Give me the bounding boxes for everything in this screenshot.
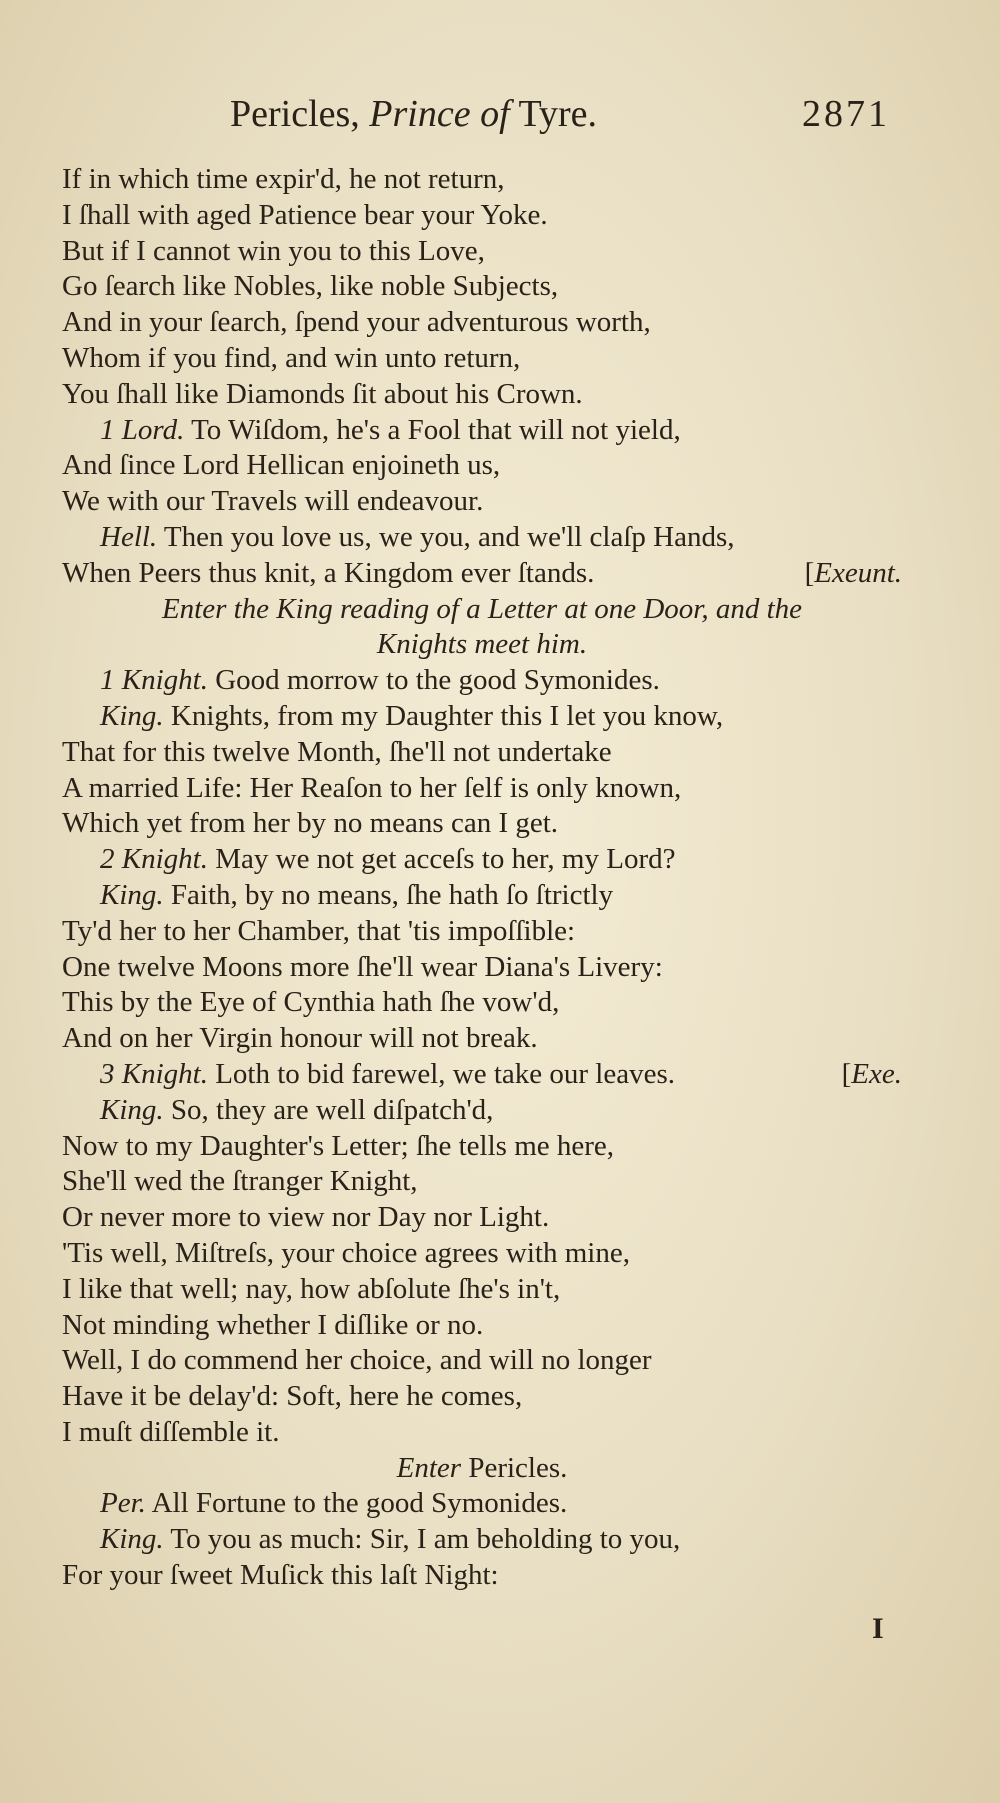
speech-line [62,663,902,699]
line-text: That for this twelve Month, ſhe'll not undertake [62,735,612,768]
speaker-name: 1 Knight. [100,664,208,697]
line-text: Have it be delay'd: Soft, here he comes, [62,1380,523,1413]
verse-line [62,234,902,270]
verse-line [62,1272,902,1308]
verse-line [62,950,902,986]
verse-line [62,269,902,305]
exit-direction: [Exeunt. [804,556,902,589]
line-text: You ſhall like Diamonds ſit about his Crown. [62,377,583,410]
verse-line [62,377,902,413]
speech-line [62,520,902,556]
direction-text: Enter [396,1451,462,1484]
line-text: Knights, from my Daughter this I let you know, [163,699,724,732]
line-text: Well, I do commend her choice, and will no longer [62,1344,652,1377]
verse-line [62,305,902,341]
verse-line [62,1164,902,1200]
line-text: To Wiſdom, he's a Fool that will not yield, [184,413,681,446]
verse-line [62,1343,902,1379]
verse-line [62,1021,902,1057]
verse-line [62,556,902,592]
verse-line [62,341,902,377]
verse-line [62,735,902,771]
verse-line [62,1129,902,1165]
line-text: Ty'd her to her Chamber, that 'tis impoſſible: [62,914,576,947]
line-text: This by the Eye of Cynthia hath ſhe vow'd, [62,986,560,1019]
verse-line [62,771,902,807]
line-text: For your ſweet Muſick this laſt Night: [62,1559,499,1592]
verse-line [62,806,902,842]
direction-text: Enter the King reading of a Letter at one Door, and the [161,592,803,625]
speech-line [62,699,902,735]
exit-text: Exeunt. [814,556,902,589]
running-title: Pericles, Prince of Tyre. [230,93,598,135]
verse-line [62,1308,902,1344]
verse-line [62,914,902,950]
verse-line [62,1236,902,1272]
line-text: We with our Travels will endeavour. [62,485,484,518]
exit-text: Exe. [851,1057,902,1090]
line-text: I like that well; nay, how abſolute ſhe's in't, [62,1272,561,1305]
line-text: I ſhall with aged Patience bear your Yoke. [62,198,548,231]
line-text: So, they are well diſpatch'd, [163,1093,494,1126]
speech-line [62,1486,902,1522]
speech-line [62,1522,902,1558]
line-text: And on her Virgin honour will not break. [62,1022,538,1055]
line-text: Or never more to view nor Day nor Light. [62,1201,550,1234]
speaker-name: King. [100,699,164,732]
line-text: Whom if you find, and win unto return, [62,341,521,374]
verse-line [62,1558,902,1594]
line-text: When Peers thus knit, a Kingdom ever ſtands. [62,556,595,589]
verse-line [62,484,902,520]
stage-direction [62,627,902,663]
verse-line [62,448,902,484]
speech-line [62,842,902,878]
line-text: And in your ſearch, ſpend your adventurous worth, [62,306,651,339]
speaker-name: King. [100,878,164,911]
line-text: May we not get acceſs to her, my Lord? [207,843,676,876]
stage-direction [62,1451,902,1487]
speech-line [62,1057,902,1093]
speaker-name: King. [100,1093,164,1126]
line-text: Go ſearch like Nobles, like noble Subjects, [62,270,559,303]
exit-direction: [Exe. [841,1057,902,1090]
line-text: One twelve Moons more ſhe'll wear Diana's Livery: [62,950,663,983]
line-text: If in which time expir'd, he not return, [62,163,505,195]
line-text: Which yet from her by no means can I get. [62,807,559,840]
verse-line [62,1200,902,1236]
verse-line [62,162,902,198]
speaker-name: King. [100,1523,164,1556]
speaker-name: 3 Knight. [100,1057,208,1090]
verse-line [62,1415,902,1451]
line-text: I muſt diſſemble it. [62,1415,280,1448]
running-header [230,92,890,142]
catchword: I [872,1612,884,1645]
stage-direction [62,592,902,628]
line-text: Faith, by no means, ſhe hath ſo ſtrictly [163,878,614,911]
speech-line [62,878,902,914]
line-text: Good morrow to the good Symonides. [207,664,660,697]
verse-line [62,985,902,1021]
line-text: Now to my Daughter's Letter; ſhe tells me here, [62,1129,615,1162]
speaker-name: 1 Lord. [100,413,185,446]
verse-line [62,198,902,234]
speech-line [62,413,902,449]
line-text: To you as much: Sir, I am beholding to you, [163,1523,681,1556]
speaker-name: 2 Knight. [100,843,208,876]
speaker-name: Per. [100,1487,146,1520]
line-text: And ſince Lord Hellican enjoineth us, [62,449,501,482]
page-number: 2871 [802,93,890,135]
line-text: But if I cannot win you to this Love, [62,234,485,267]
line-text: All Fortune to the good Symonides. [145,1487,568,1520]
line-text: A married Life: Her Reaſon to her ſelf is only known, [62,771,682,804]
line-text: Loth to bid farewel, we take our leaves. [207,1057,676,1090]
play-text [62,162,902,1594]
line-text: Then you love us, we you, and we'll claſp Hands, [157,520,735,553]
speech-line [62,1093,902,1129]
line-text: She'll wed the ſtranger Knight, [62,1165,418,1198]
speaker-name: Hell. [100,520,158,553]
verse-line [62,1379,902,1415]
character-name: Pericles. [461,1451,568,1484]
line-text: Not minding whether I diſlike or no. [62,1308,484,1341]
direction-text: Knights meet him. [376,628,588,661]
line-text: 'Tis well, Miſtreſs, your choice agrees with mine, [62,1236,630,1269]
